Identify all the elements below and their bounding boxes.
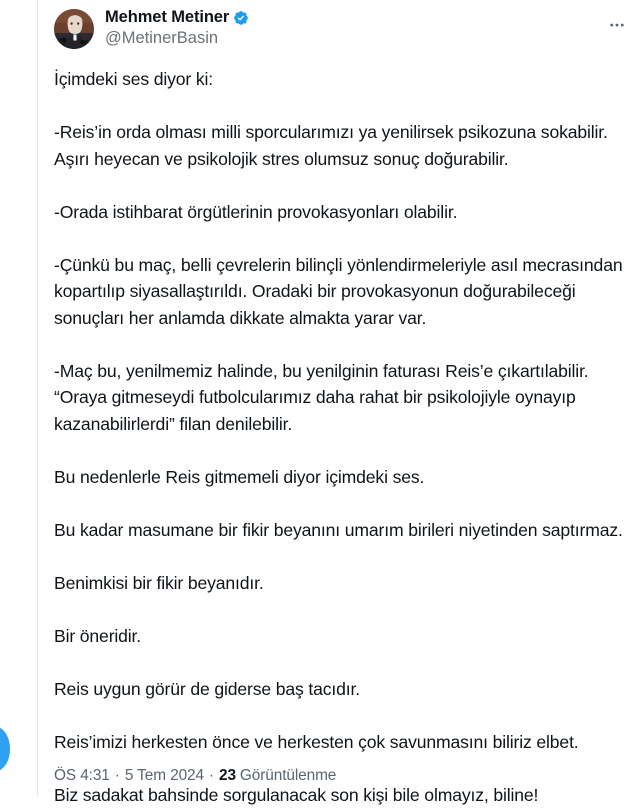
tweet-paragraph: Benimkisi bir fikir beyanıdır. [54, 570, 626, 597]
tweet-metadata [54, 767, 336, 785]
tweet-paragraph: Bu nedenlerle Reis gitmemeli diyor içimdeki ses. [54, 464, 626, 491]
tweet-paragraph: Biz sadakat bahsinde sorgulanacak son kişi bile olmayız, biline! [54, 782, 626, 808]
display-name: Mehmet Metiner [105, 8, 229, 27]
tweet-card [38, 0, 642, 797]
post-time: ÖS 4:31 [54, 767, 110, 785]
floating-blue-bubble [0, 727, 10, 771]
user-handle[interactable]: @MetinerBasin [105, 28, 249, 49]
name-row[interactable] [105, 8, 249, 27]
views-count: 23 [219, 767, 236, 785]
post-date: 5 Tem 2024 [125, 767, 204, 785]
tweet-paragraph: Reis uygun görür de giderse baş tacıdır. [54, 676, 626, 703]
tweet-paragraph: Bu kadar masumane bir fikir beyanını umarım birileri niyetinden saptırmaz. [54, 517, 626, 544]
tweet-paragraph: Reis’imizi herkesten önce ve herkesten çok savunmasını biliriz elbet. [54, 729, 626, 756]
metadata-separator: · [209, 767, 214, 785]
tweet-text [54, 66, 626, 808]
verified-check-icon [233, 10, 249, 26]
more-horizontal-icon[interactable] [602, 10, 632, 40]
tweet-paragraph: -Reis’in orda olması milli sporcularımızı ya yenilirsek psikozuna sokabilir. Aşırı heyecan ve psikolojik stres olumsuz sonuç doğurabilir. [54, 119, 626, 172]
avatar[interactable] [54, 9, 94, 49]
tweet-paragraph: -Orada istihbarat örgütlerinin provokasyonları olabilir. [54, 199, 626, 226]
tweet-header [54, 8, 626, 56]
tweet-paragraph: Bir öneridir. [54, 623, 626, 650]
tweet-paragraph: -Maç bu, yenilmemiz halinde, bu yenilginin faturası Reis’e çıkartılabilir. “Oraya gitmeseydi futbolcularımız daha rahat bir psikolojiyle oynayıp kazanabilirlerdi” filan denilebilir. [54, 358, 626, 438]
metadata-separator: · [115, 767, 120, 785]
tweet-paragraph: İçimdeki ses diyor ki: [54, 66, 626, 93]
tweet-paragraph: -Çünkü bu maç, belli çevrelerin bilinçli yönlendirmeleriyle asıl mecrasından kopartılıp siyasallaştırıldı. Oradaki bir provokasyonun doğurabileceği sonuçları her anlamda dikkate almakta yarar var. [54, 252, 626, 332]
views-label[interactable]: Görüntülenme [240, 767, 336, 785]
identity-block [105, 8, 249, 49]
